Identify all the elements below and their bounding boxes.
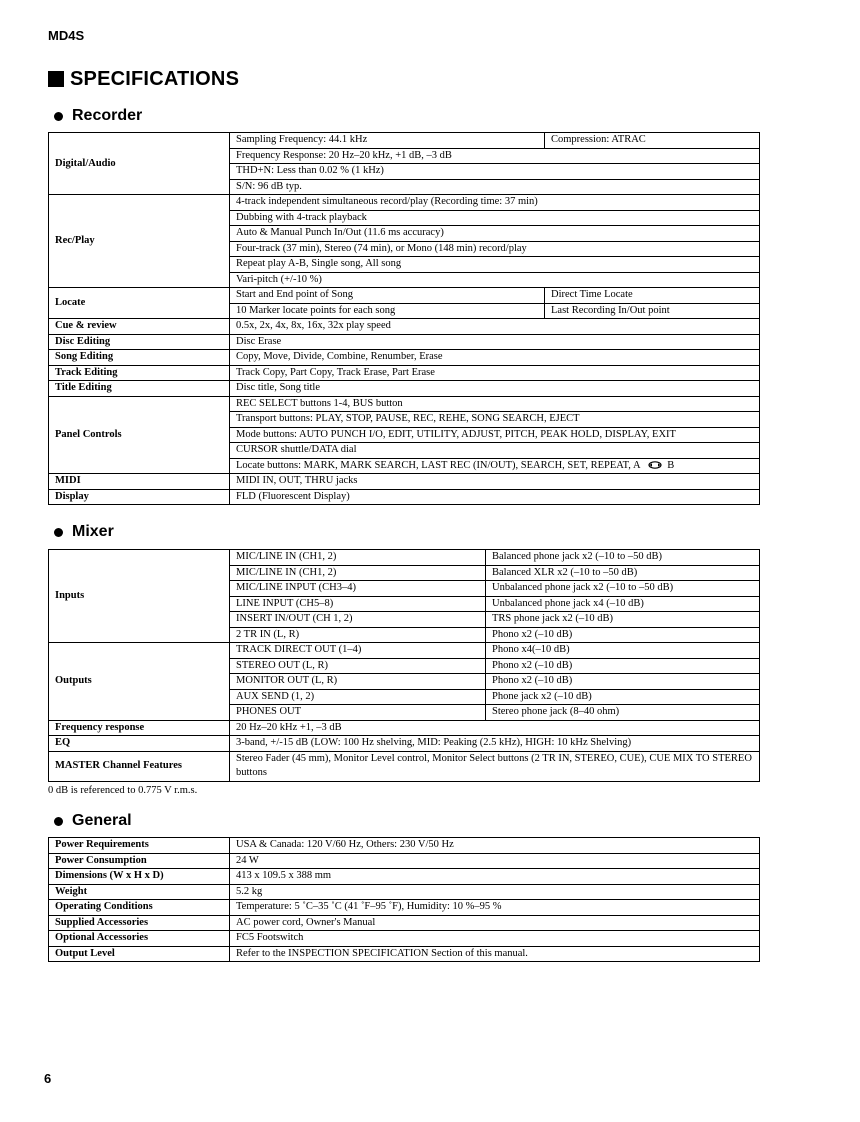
recorder-table bbox=[48, 132, 760, 505]
cell: Frequency Response: 20 Hz–20 kHz, +1 dB, –3 dB bbox=[230, 148, 760, 164]
cell: THD+N: Less than 0.02 % (1 kHz) bbox=[230, 164, 760, 180]
table-row bbox=[49, 334, 760, 350]
table-row bbox=[49, 853, 760, 869]
row-label: Panel Controls bbox=[49, 396, 230, 474]
cell: 2 TR IN (L, R) bbox=[230, 627, 486, 643]
general-heading-text: General bbox=[72, 812, 132, 829]
row-label: MIDI bbox=[49, 474, 230, 490]
square-bullet-icon bbox=[48, 71, 64, 87]
recorder-heading-text: Recorder bbox=[72, 107, 143, 124]
row-label: Operating Conditions bbox=[49, 900, 230, 916]
table-row bbox=[49, 195, 760, 211]
table-row bbox=[49, 381, 760, 397]
cell: STEREO OUT (L, R) bbox=[230, 658, 486, 674]
cell: Unbalanced phone jack x4 (–10 dB) bbox=[486, 596, 760, 612]
table-row bbox=[49, 931, 760, 947]
cell: Sampling Frequency: 44.1 kHz bbox=[230, 133, 545, 149]
cell: 20 Hz–20 kHz +1, –3 dB bbox=[230, 720, 760, 736]
mixer-table bbox=[48, 549, 760, 782]
table-row bbox=[49, 396, 760, 412]
reference-note: 0 dB is referenced to 0.775 V r.m.s. bbox=[48, 785, 198, 796]
cell: INSERT IN/OUT (CH 1, 2) bbox=[230, 612, 486, 628]
cell: Last Recording In/Out point bbox=[545, 303, 760, 319]
cell: Direct Time Locate bbox=[545, 288, 760, 304]
mixer-heading-text: Mixer bbox=[72, 523, 114, 540]
cell: FLD (Fluorescent Display) bbox=[230, 489, 760, 505]
cell: S/N: 96 dB typ. bbox=[230, 179, 760, 195]
cell: Phone jack x2 (–10 dB) bbox=[486, 689, 760, 705]
table-row bbox=[49, 751, 760, 781]
table-row bbox=[49, 643, 760, 659]
row-label: MASTER Channel Features bbox=[49, 751, 230, 781]
repeat-arrow-icon bbox=[648, 461, 662, 469]
cell: Balanced XLR x2 (–10 to –50 dB) bbox=[486, 565, 760, 581]
table-row bbox=[49, 288, 760, 304]
cell: MIC/LINE IN (CH1, 2) bbox=[230, 550, 486, 566]
mixer-heading bbox=[54, 521, 114, 543]
cell: MONITOR OUT (L, R) bbox=[230, 674, 486, 690]
cell: Auto & Manual Punch In/Out (11.6 ms accuracy) bbox=[230, 226, 760, 242]
bullet-icon bbox=[54, 528, 63, 537]
table-row bbox=[49, 946, 760, 962]
cell: FC5 Footswitch bbox=[230, 931, 760, 947]
table-row bbox=[49, 550, 760, 566]
cell bbox=[230, 458, 760, 474]
locate-buttons-end: B bbox=[667, 459, 675, 471]
row-label: Disc Editing bbox=[49, 334, 230, 350]
cell: Repeat play A-B, Single song, All song bbox=[230, 257, 760, 273]
cell: Disc Erase bbox=[230, 334, 760, 350]
bullet-icon bbox=[54, 112, 63, 121]
general-heading bbox=[54, 810, 132, 832]
page-title-text: SPECIFICATIONS bbox=[70, 67, 240, 90]
row-label: Power Consumption bbox=[49, 853, 230, 869]
locate-buttons-text: Locate buttons: MARK, MARK SEARCH, LAST REC (IN/OUT), SEARCH, SET, REPEAT, A bbox=[236, 459, 640, 471]
page-title bbox=[48, 66, 239, 92]
cell: Disc title, Song title bbox=[230, 381, 760, 397]
cell: Phono x2 (–10 dB) bbox=[486, 627, 760, 643]
cell: MIC/LINE IN (CH1, 2) bbox=[230, 565, 486, 581]
cell: MIC/LINE INPUT (CH3–4) bbox=[230, 581, 486, 597]
row-label: Track Editing bbox=[49, 365, 230, 381]
table-row bbox=[49, 319, 760, 335]
cell: 10 Marker locate points for each song bbox=[230, 303, 545, 319]
row-label: Rec/Play bbox=[49, 195, 230, 288]
row-label: Supplied Accessories bbox=[49, 915, 230, 931]
cell: Temperature: 5 ˚C–35 ˚C (41 ˚F–95 ˚F), Humidity: 10 %–95 % bbox=[230, 900, 760, 916]
table-row bbox=[49, 736, 760, 752]
table-row bbox=[49, 900, 760, 916]
cell: 4-track independent simultaneous record/play (Recording time: 37 min) bbox=[230, 195, 760, 211]
table-row bbox=[49, 350, 760, 366]
cell: Phono x2 (–10 dB) bbox=[486, 658, 760, 674]
row-label: Output Level bbox=[49, 946, 230, 962]
cell: AUX SEND (1, 2) bbox=[230, 689, 486, 705]
cell: Mode buttons: AUTO PUNCH I/O, EDIT, UTILITY, ADJUST, PITCH, PEAK HOLD, DISPLAY, EXIT bbox=[230, 427, 760, 443]
row-label: Inputs bbox=[49, 550, 230, 643]
cell: Compression: ATRAC bbox=[545, 133, 760, 149]
cell: TRACK DIRECT OUT (1–4) bbox=[230, 643, 486, 659]
row-label: EQ bbox=[49, 736, 230, 752]
cell: Copy, Move, Divide, Combine, Renumber, Erase bbox=[230, 350, 760, 366]
cell: Dubbing with 4-track playback bbox=[230, 210, 760, 226]
table-row bbox=[49, 133, 760, 149]
table-row bbox=[49, 915, 760, 931]
cell: AC power cord, Owner's Manual bbox=[230, 915, 760, 931]
cell: 0.5x, 2x, 4x, 8x, 16x, 32x play speed bbox=[230, 319, 760, 335]
cell: 3-band, +/-15 dB (LOW: 100 Hz shelving, MID: Peaking (2.5 kHz), HIGH: 10 kHz Shelving) bbox=[230, 736, 760, 752]
cell: Four-track (37 min), Stereo (74 min), or Mono (148 min) record/play bbox=[230, 241, 760, 257]
row-label: Weight bbox=[49, 884, 230, 900]
table-row bbox=[49, 489, 760, 505]
table-row bbox=[49, 720, 760, 736]
cell: 5.2 kg bbox=[230, 884, 760, 900]
model-name: MD4S bbox=[48, 28, 85, 43]
page-number: 6 bbox=[44, 1071, 52, 1086]
row-label: Frequency response bbox=[49, 720, 230, 736]
recorder-heading bbox=[54, 105, 142, 127]
cell: Transport buttons: PLAY, STOP, PAUSE, REC, REHE, SONG SEARCH, EJECT bbox=[230, 412, 760, 428]
cell: REC SELECT buttons 1-4, BUS button bbox=[230, 396, 760, 412]
cell: Phono x4(–10 dB) bbox=[486, 643, 760, 659]
table-row bbox=[49, 365, 760, 381]
row-label: Title Editing bbox=[49, 381, 230, 397]
row-label: Optional Accessories bbox=[49, 931, 230, 947]
cell: Stereo phone jack (8–40 ohm) bbox=[486, 705, 760, 721]
general-table bbox=[48, 837, 760, 962]
cell: LINE INPUT (CH5–8) bbox=[230, 596, 486, 612]
cell: 24 W bbox=[230, 853, 760, 869]
row-label: Digital/Audio bbox=[49, 133, 230, 195]
cell: USA & Canada: 120 V/60 Hz, Others: 230 V/50 Hz bbox=[230, 838, 760, 854]
row-label: Power Requirements bbox=[49, 838, 230, 854]
row-label: Display bbox=[49, 489, 230, 505]
cell: MIDI IN, OUT, THRU jacks bbox=[230, 474, 760, 490]
cell: Refer to the INSPECTION SPECIFICATION Section of this manual. bbox=[230, 946, 760, 962]
table-row bbox=[49, 474, 760, 490]
table-row bbox=[49, 884, 760, 900]
cell: Stereo Fader (45 mm), Monitor Level control, Monitor Select buttons (2 TR IN, STEREO, CUE), CUE MIX TO STEREO buttons bbox=[230, 751, 760, 781]
cell: PHONES OUT bbox=[230, 705, 486, 721]
cell: TRS phone jack x2 (–10 dB) bbox=[486, 612, 760, 628]
cell: 413 x 109.5 x 388 mm bbox=[230, 869, 760, 885]
cell: Phono x2 (–10 dB) bbox=[486, 674, 760, 690]
bullet-icon bbox=[54, 817, 63, 826]
row-label: Cue & review bbox=[49, 319, 230, 335]
table-row bbox=[49, 838, 760, 854]
table-row bbox=[49, 869, 760, 885]
cell: Track Copy, Part Copy, Track Erase, Part Erase bbox=[230, 365, 760, 381]
cell: Start and End point of Song bbox=[230, 288, 545, 304]
row-label: Locate bbox=[49, 288, 230, 319]
cell: CURSOR shuttle/DATA dial bbox=[230, 443, 760, 459]
cell: Balanced phone jack x2 (–10 to –50 dB) bbox=[486, 550, 760, 566]
row-label: Dimensions (W x H x D) bbox=[49, 869, 230, 885]
cell: Unbalanced phone jack x2 (–10 to –50 dB) bbox=[486, 581, 760, 597]
row-label: Outputs bbox=[49, 643, 230, 721]
cell: Vari-pitch (+/-10 %) bbox=[230, 272, 760, 288]
row-label: Song Editing bbox=[49, 350, 230, 366]
